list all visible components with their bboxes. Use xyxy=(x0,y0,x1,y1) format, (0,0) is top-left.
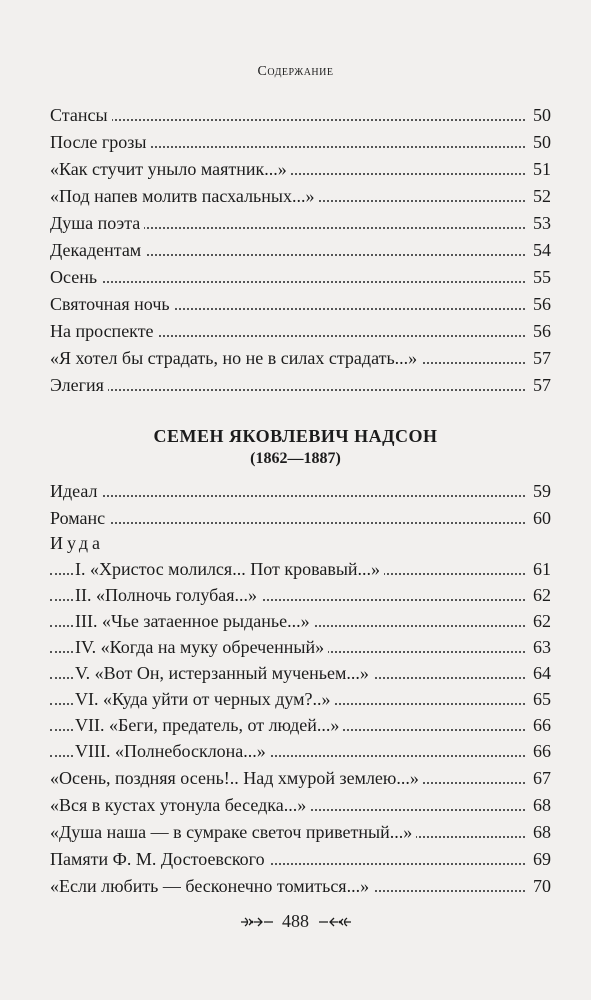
entry-title: «Как стучит уныло маятник...» xyxy=(50,156,291,182)
entry-page: 57 xyxy=(525,345,551,371)
toc-entry xyxy=(0,156,591,182)
toc-entry xyxy=(0,264,591,290)
entry-title: Романс xyxy=(50,505,109,531)
entry-page: 57 xyxy=(525,372,551,398)
dot-leader xyxy=(50,495,525,497)
entry-page: 50 xyxy=(525,102,551,128)
entry-title: V. «Вот Он, истерзанный мученьем...» xyxy=(75,660,373,686)
entry-title: «Осень, поздняя осень!.. Над хмурой землею...» xyxy=(50,765,423,791)
entry-page: 68 xyxy=(525,819,551,845)
entry-title: «Я хотел бы страдать, но не в силах страдать...» xyxy=(50,345,421,371)
entry-page: 50 xyxy=(525,129,551,155)
section-author-dates: (1862—1887) xyxy=(250,450,341,467)
entry-title: «Если любить — бесконечно томиться...» xyxy=(50,873,373,899)
entry-page: 59 xyxy=(525,478,551,504)
toc-entry xyxy=(0,819,591,845)
entry-page: 56 xyxy=(525,291,551,317)
entry-page: 55 xyxy=(525,264,551,290)
toc-entry xyxy=(0,372,591,398)
entry-page: 70 xyxy=(525,873,551,899)
toc-entry xyxy=(0,478,591,504)
entry-title: Идеал xyxy=(50,478,102,504)
entry-page: 66 xyxy=(525,738,551,764)
toc-entry xyxy=(0,102,591,128)
entry-page: 68 xyxy=(525,792,551,818)
entry-page: 52 xyxy=(525,183,551,209)
entry-title: Святочная ночь xyxy=(50,291,174,317)
entry-title: На проспекте xyxy=(50,318,158,344)
group-label: Иуда xyxy=(50,533,105,553)
dot-leader xyxy=(50,281,525,283)
entry-page: 66 xyxy=(525,712,551,738)
toc-entry xyxy=(0,505,591,531)
entry-title: I. «Христос молился... Пот кровавый...» xyxy=(75,556,384,582)
ornament-left-icon xyxy=(240,915,274,929)
entry-title: Декадентам xyxy=(50,237,145,263)
entry-title: Осень xyxy=(50,264,101,290)
toc-subentry xyxy=(0,712,591,738)
entry-title: Душа поэта xyxy=(50,210,144,236)
entry-title: «Под напев молитв пасхальных...» xyxy=(50,183,318,209)
toc-subentry xyxy=(0,738,591,764)
entry-title: VIII. «Полнебосклона...» xyxy=(75,738,270,764)
entry-page: 65 xyxy=(525,686,551,712)
entry-page: 54 xyxy=(525,237,551,263)
entry-title: Элегия xyxy=(50,372,108,398)
dot-leader xyxy=(50,119,525,121)
entry-page: 51 xyxy=(525,156,551,182)
page-number: 488 xyxy=(282,911,309,932)
entry-title: «Душа наша — в сумраке светоч приветный...» xyxy=(50,819,416,845)
entry-title: После грозы xyxy=(50,129,151,155)
toc-entry xyxy=(0,873,591,899)
entry-page: 62 xyxy=(525,582,551,608)
dot-leader xyxy=(50,522,525,524)
toc-entry xyxy=(0,291,591,317)
toc-entry xyxy=(0,318,591,344)
entry-page: 69 xyxy=(525,846,551,872)
entry-page: 53 xyxy=(525,210,551,236)
dot-leader xyxy=(50,389,525,391)
toc-entry xyxy=(0,237,591,263)
entry-page: 56 xyxy=(525,318,551,344)
entry-title: VI. «Куда уйти от черных дум?..» xyxy=(75,686,335,712)
toc-subentry xyxy=(0,556,591,582)
entry-page: 64 xyxy=(525,660,551,686)
page-footer xyxy=(0,910,591,932)
toc-subentry xyxy=(0,634,591,660)
toc-entry xyxy=(0,846,591,872)
entry-page: 61 xyxy=(525,556,551,582)
entry-page: 67 xyxy=(525,765,551,791)
entry-title: IV. «Когда на муку обреченный» xyxy=(75,634,328,660)
entry-title: Памяти Ф. М. Достоевского xyxy=(50,846,269,872)
running-head: Содержание xyxy=(257,64,334,79)
entry-title: III. «Чье затаенное рыданье...» xyxy=(75,608,314,634)
toc-subentry xyxy=(0,686,591,712)
entry-page: 62 xyxy=(525,608,551,634)
toc-entry xyxy=(0,183,591,209)
entry-title: «Вся в кустах утонула беседка...» xyxy=(50,792,310,818)
ornament-right-icon xyxy=(318,915,352,929)
section-author-heading: СЕМЕН ЯКОВЛЕВИЧ НАДСОН xyxy=(153,426,438,446)
entry-title: Стансы xyxy=(50,102,112,128)
toc-entry xyxy=(0,345,591,371)
entry-title: VII. «Беги, предатель, от людей...» xyxy=(75,712,343,738)
toc-entry xyxy=(0,792,591,818)
toc-entry xyxy=(0,765,591,791)
toc-subentry xyxy=(0,608,591,634)
entry-page: 60 xyxy=(525,505,551,531)
entry-page: 63 xyxy=(525,634,551,660)
toc-subentry xyxy=(0,582,591,608)
toc-entry xyxy=(0,210,591,236)
toc-subentry xyxy=(0,660,591,686)
entry-title: II. «Полночь голубая...» xyxy=(75,582,261,608)
toc-entry xyxy=(0,129,591,155)
